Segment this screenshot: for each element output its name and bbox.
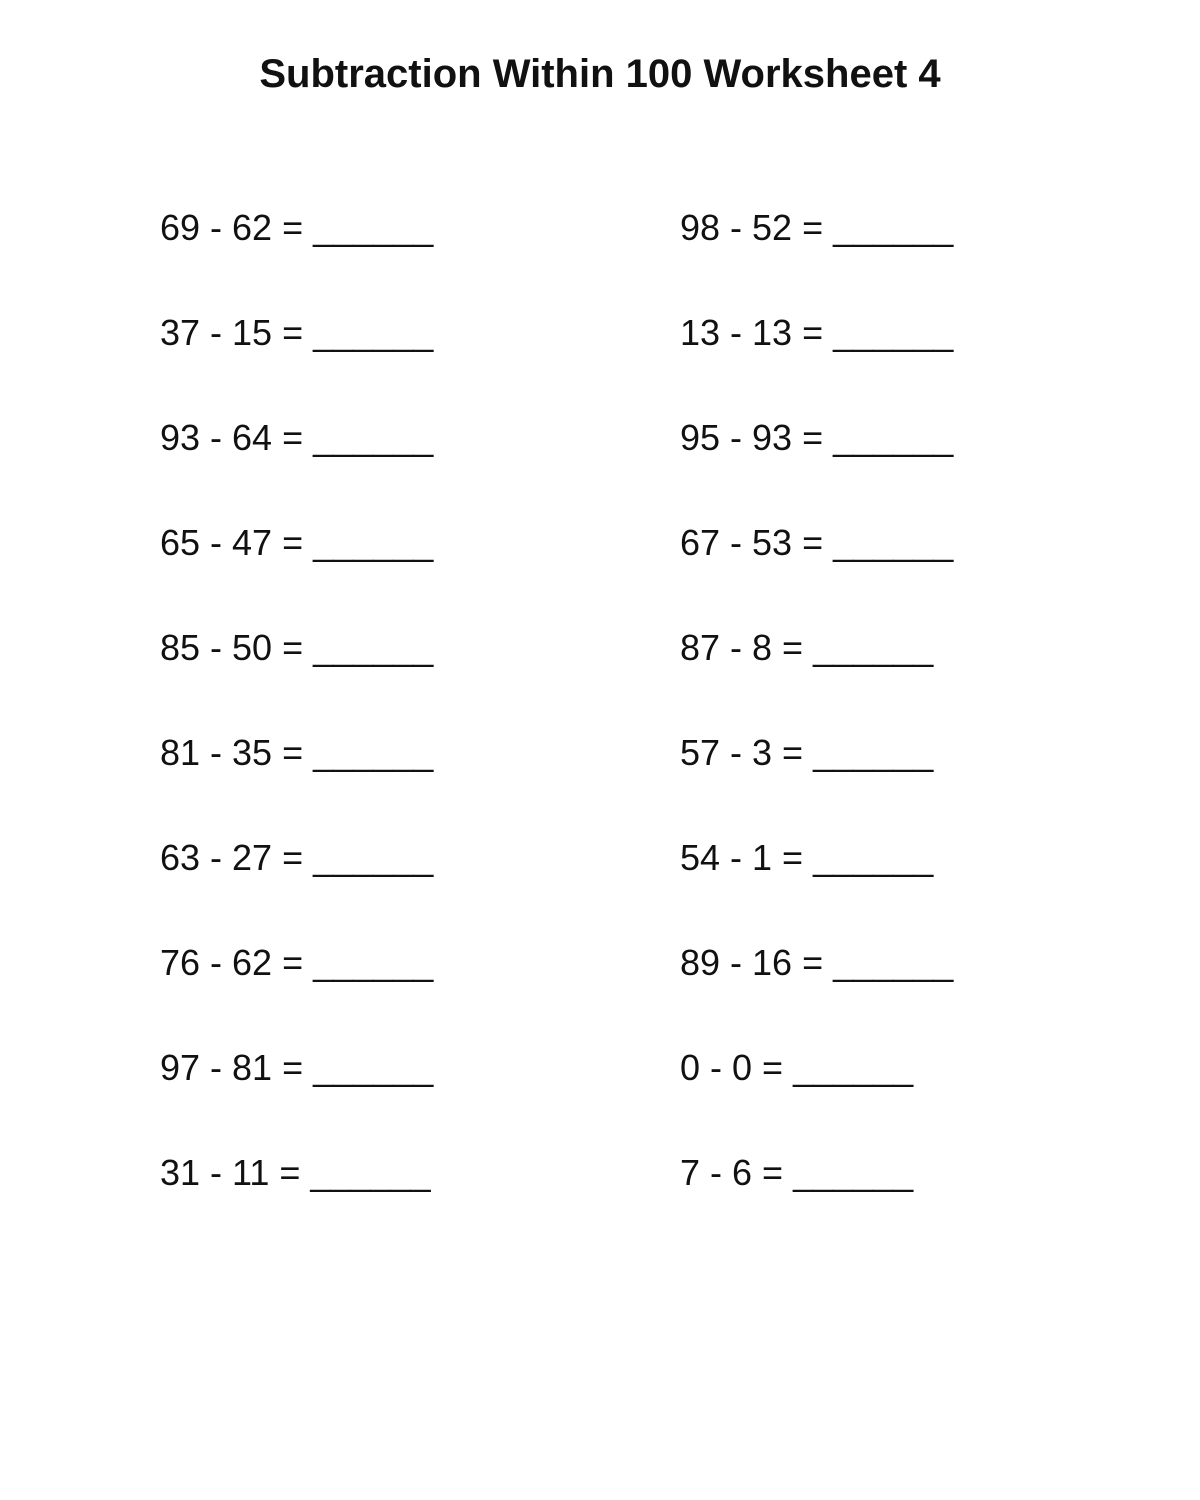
problem-right-8: 89 - 16 = ______: [680, 942, 954, 983]
problem-left-8: 76 - 62 = ______: [160, 942, 434, 983]
problem-right-10: 7 - 6 = ______: [680, 1152, 914, 1193]
problem-right-5: 87 - 8 = ______: [680, 627, 934, 668]
problem-right-6: 57 - 3 = ______: [680, 732, 934, 773]
worksheet-title: Subtraction Within 100 Worksheet 4: [259, 52, 941, 96]
problem-left-5: 85 - 50 = ______: [160, 627, 434, 668]
problem-left-1: 69 - 62 = ______: [160, 207, 434, 248]
problem-right-2: 13 - 13 = ______: [680, 312, 954, 353]
problem-right-7: 54 - 1 = ______: [680, 837, 934, 878]
problem-left-10: 31 - 11 = ______: [160, 1152, 431, 1193]
problem-left-9: 97 - 81 = ______: [160, 1047, 434, 1088]
problem-right-9: 0 - 0 = ______: [680, 1047, 914, 1088]
problem-left-3: 93 - 64 = ______: [160, 417, 434, 458]
problem-right-4: 67 - 53 = ______: [680, 522, 954, 563]
problem-left-6: 81 - 35 = ______: [160, 732, 434, 773]
problem-right-3: 95 - 93 = ______: [680, 417, 954, 458]
problem-left-2: 37 - 15 = ______: [160, 312, 434, 353]
problem-left-7: 63 - 27 = ______: [160, 837, 434, 878]
problem-right-1: 98 - 52 = ______: [680, 207, 954, 248]
problem-left-4: 65 - 47 = ______: [160, 522, 434, 563]
